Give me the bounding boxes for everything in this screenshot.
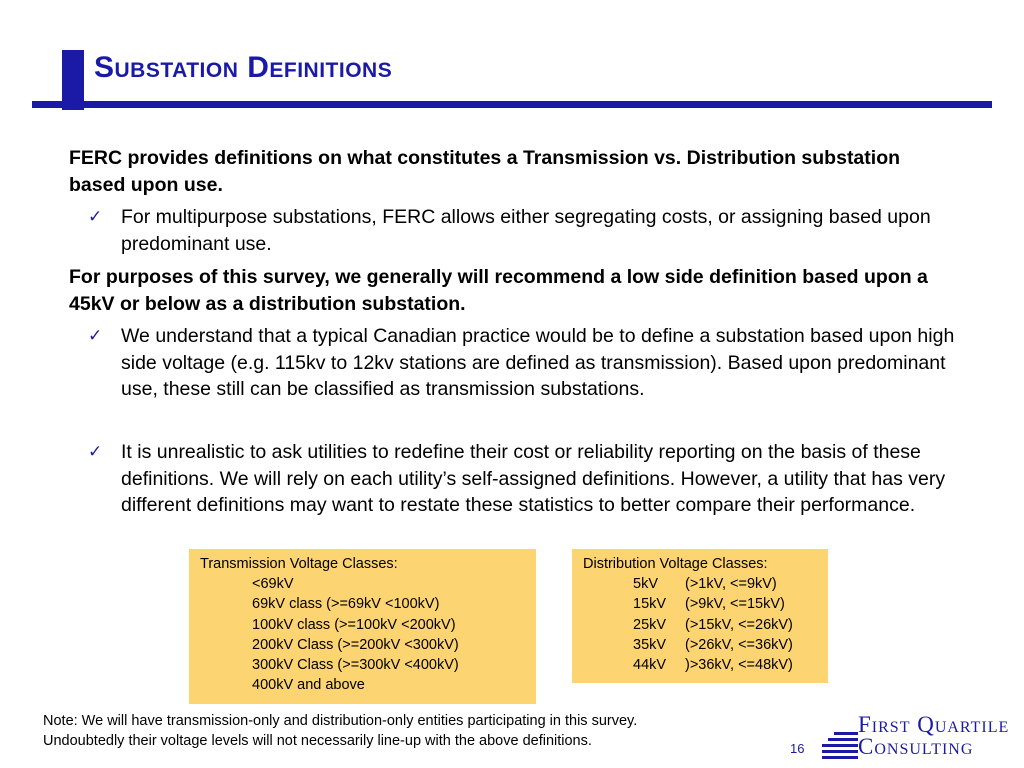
slide-title: Substation Definitions [94, 51, 393, 84]
class-kv: 15kV [633, 596, 667, 613]
distribution-class [583, 594, 817, 614]
bullet-canadian [88, 323, 983, 403]
class-range: (>26kV, <=36kV) [685, 636, 793, 653]
class-range: (>9kV, <=15kV) [685, 596, 785, 613]
bullet-unrealistic [88, 439, 983, 519]
transmission-class: 100kV class (>=100kV <200kV) [252, 616, 456, 633]
bullet-text: We understand that a typical Canadian practice would be to define a substation based upon high side voltage (e.g. 115kv to 12kv stations are defined as transmission). Based upon predominant use, these still can be classified as transmission substations. [121, 325, 955, 400]
logo-text-line1: First Quartile [858, 712, 1010, 737]
class-range: (>15kV, <=26kV) [685, 616, 793, 633]
footer-note [43, 711, 637, 751]
transmission-classes-box [189, 549, 536, 704]
distribution-class [583, 615, 817, 635]
class-range: (>1kV, <=9kV) [685, 576, 777, 593]
logo-text-line2: Consulting [858, 734, 974, 759]
distribution-class [583, 655, 817, 675]
transmission-class: 300kV Class (>=300kV <400kV) [252, 657, 459, 674]
page-number: 16 [790, 741, 805, 756]
transmission-class: 400kV and above [252, 677, 365, 694]
class-kv: 5kV [633, 576, 658, 593]
class-kv: 35kV [633, 636, 667, 653]
bullet-text: It is unrealistic to ask utilities to redefine their cost or reliability reporting on the basis of these definitions. We will rely on each utility’s self-assigned definitions. However, a utility that has very different definitions may want to restate these statistics to better compare their performance. [121, 441, 946, 516]
transmission-class: <69kV [252, 576, 294, 593]
distribution-classes-box [572, 549, 828, 683]
distribution-class [583, 635, 817, 655]
company-logo [822, 712, 1022, 762]
paragraph-ferc: FERC provides definitions on what constitutes a Transmission vs. Distribution substation based upon use. [69, 147, 901, 196]
note-line: Undoubtedly their voltage levels will not necessarily line-up with the above definitions. [43, 733, 592, 749]
check-icon: ✓ [88, 326, 103, 345]
note-line: Note: We will have transmission-only and distribution-only entities participating in this survey. [43, 713, 638, 729]
class-kv: 25kV [633, 616, 667, 633]
check-icon: ✓ [88, 442, 103, 461]
distribution-heading: Distribution Voltage Classes: [583, 556, 768, 572]
bullet-text: For multipurpose substations, FERC allows either segregating costs, or assigning based upon predominant use. [121, 206, 931, 255]
distribution-class [583, 574, 817, 594]
class-kv: 44kV [633, 657, 667, 674]
transmission-class: 200kV Class (>=200kV <300kV) [252, 636, 459, 653]
transmission-class: 69kV class (>=69kV <100kV) [252, 596, 440, 613]
paragraph-survey: For purposes of this survey, we generally will recommend a low side definition based upon a 45kV or below as a distribution substation. [69, 266, 928, 315]
bullet-multipurpose [88, 204, 983, 257]
title-underline-rule [32, 101, 992, 108]
transmission-heading: Transmission Voltage Classes: [200, 556, 398, 572]
check-icon: ✓ [88, 207, 103, 226]
class-range: )>36kV, <=48kV) [685, 657, 793, 674]
